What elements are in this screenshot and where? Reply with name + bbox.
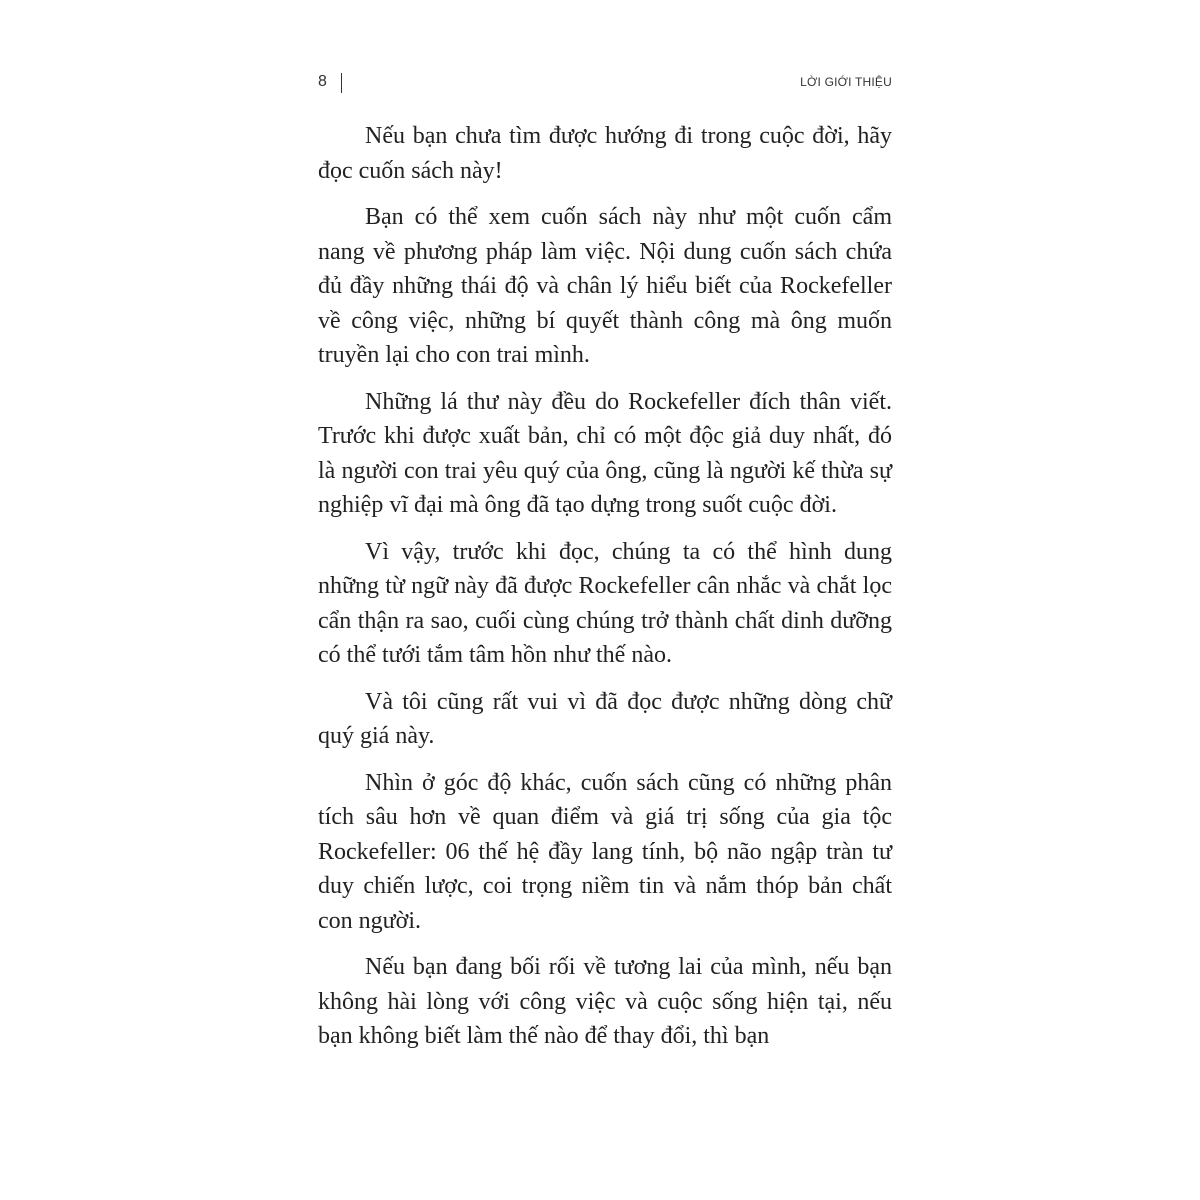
running-title: LỜI GIỚI THIỆU xyxy=(800,75,892,89)
paragraph: Nếu bạn đang bối rối về tương lai của mình, nếu bạn không hài lòng với công việc và cuộc sống hiện tại, nếu bạn không biết làm thế nào để thay đổi, thì bạn xyxy=(318,954,892,1049)
page-number: 8 xyxy=(318,73,327,90)
paragraph: Nhìn ở góc độ khác, cuốn sách cũng có những phân tích sâu hơn về quan điểm và giá trị sống của gia tộc Rockefeller: 06 thế hệ đầy lang tính, bộ não ngập tràn tư duy chiến lược, coi trọng niềm tin và nắm thóp bản chất con người. xyxy=(318,769,892,934)
paragraph: Bạn có thể xem cuốn sách này như một cuốn cẩm nang về phương pháp làm việc. Nội dung cuốn sách chứa đủ đầy những thái độ và chân lý hiểu biết của Rockefeller về công việc, những bí quyết thành công mà ông muốn truyền lại cho con trai mình. xyxy=(318,204,892,368)
page-header xyxy=(318,70,892,98)
paragraph: Nếu bạn chưa tìm được hướng đi trong cuộc đời, hãy đọc cuốn sách này! xyxy=(318,123,892,184)
body-text xyxy=(318,119,892,1066)
paragraph: Những lá thư này đều do Rockefeller đích thân viết. Trước khi được xuất bản, chỉ có một độc giả duy nhất, đó là người con trai yêu quý của ông, cũng là người kế thừa sự nghiệp vĩ đại mà ông đã tạo dựng trong suốt cuộc đời. xyxy=(318,388,892,518)
header-divider xyxy=(341,73,342,93)
paragraph: Vì vậy, trước khi đọc, chúng ta có thể hình dung những từ ngữ này đã được Rockefeller cân nhắc và chắt lọc cẩn thận ra sao, cuối cùng chúng trở thành chất dinh dưỡng có thể tưới tắm tâm hồn như thế nào. xyxy=(318,538,892,668)
paragraph: Và tôi cũng rất vui vì đã đọc được những dòng chữ quý giá này. xyxy=(318,688,892,749)
